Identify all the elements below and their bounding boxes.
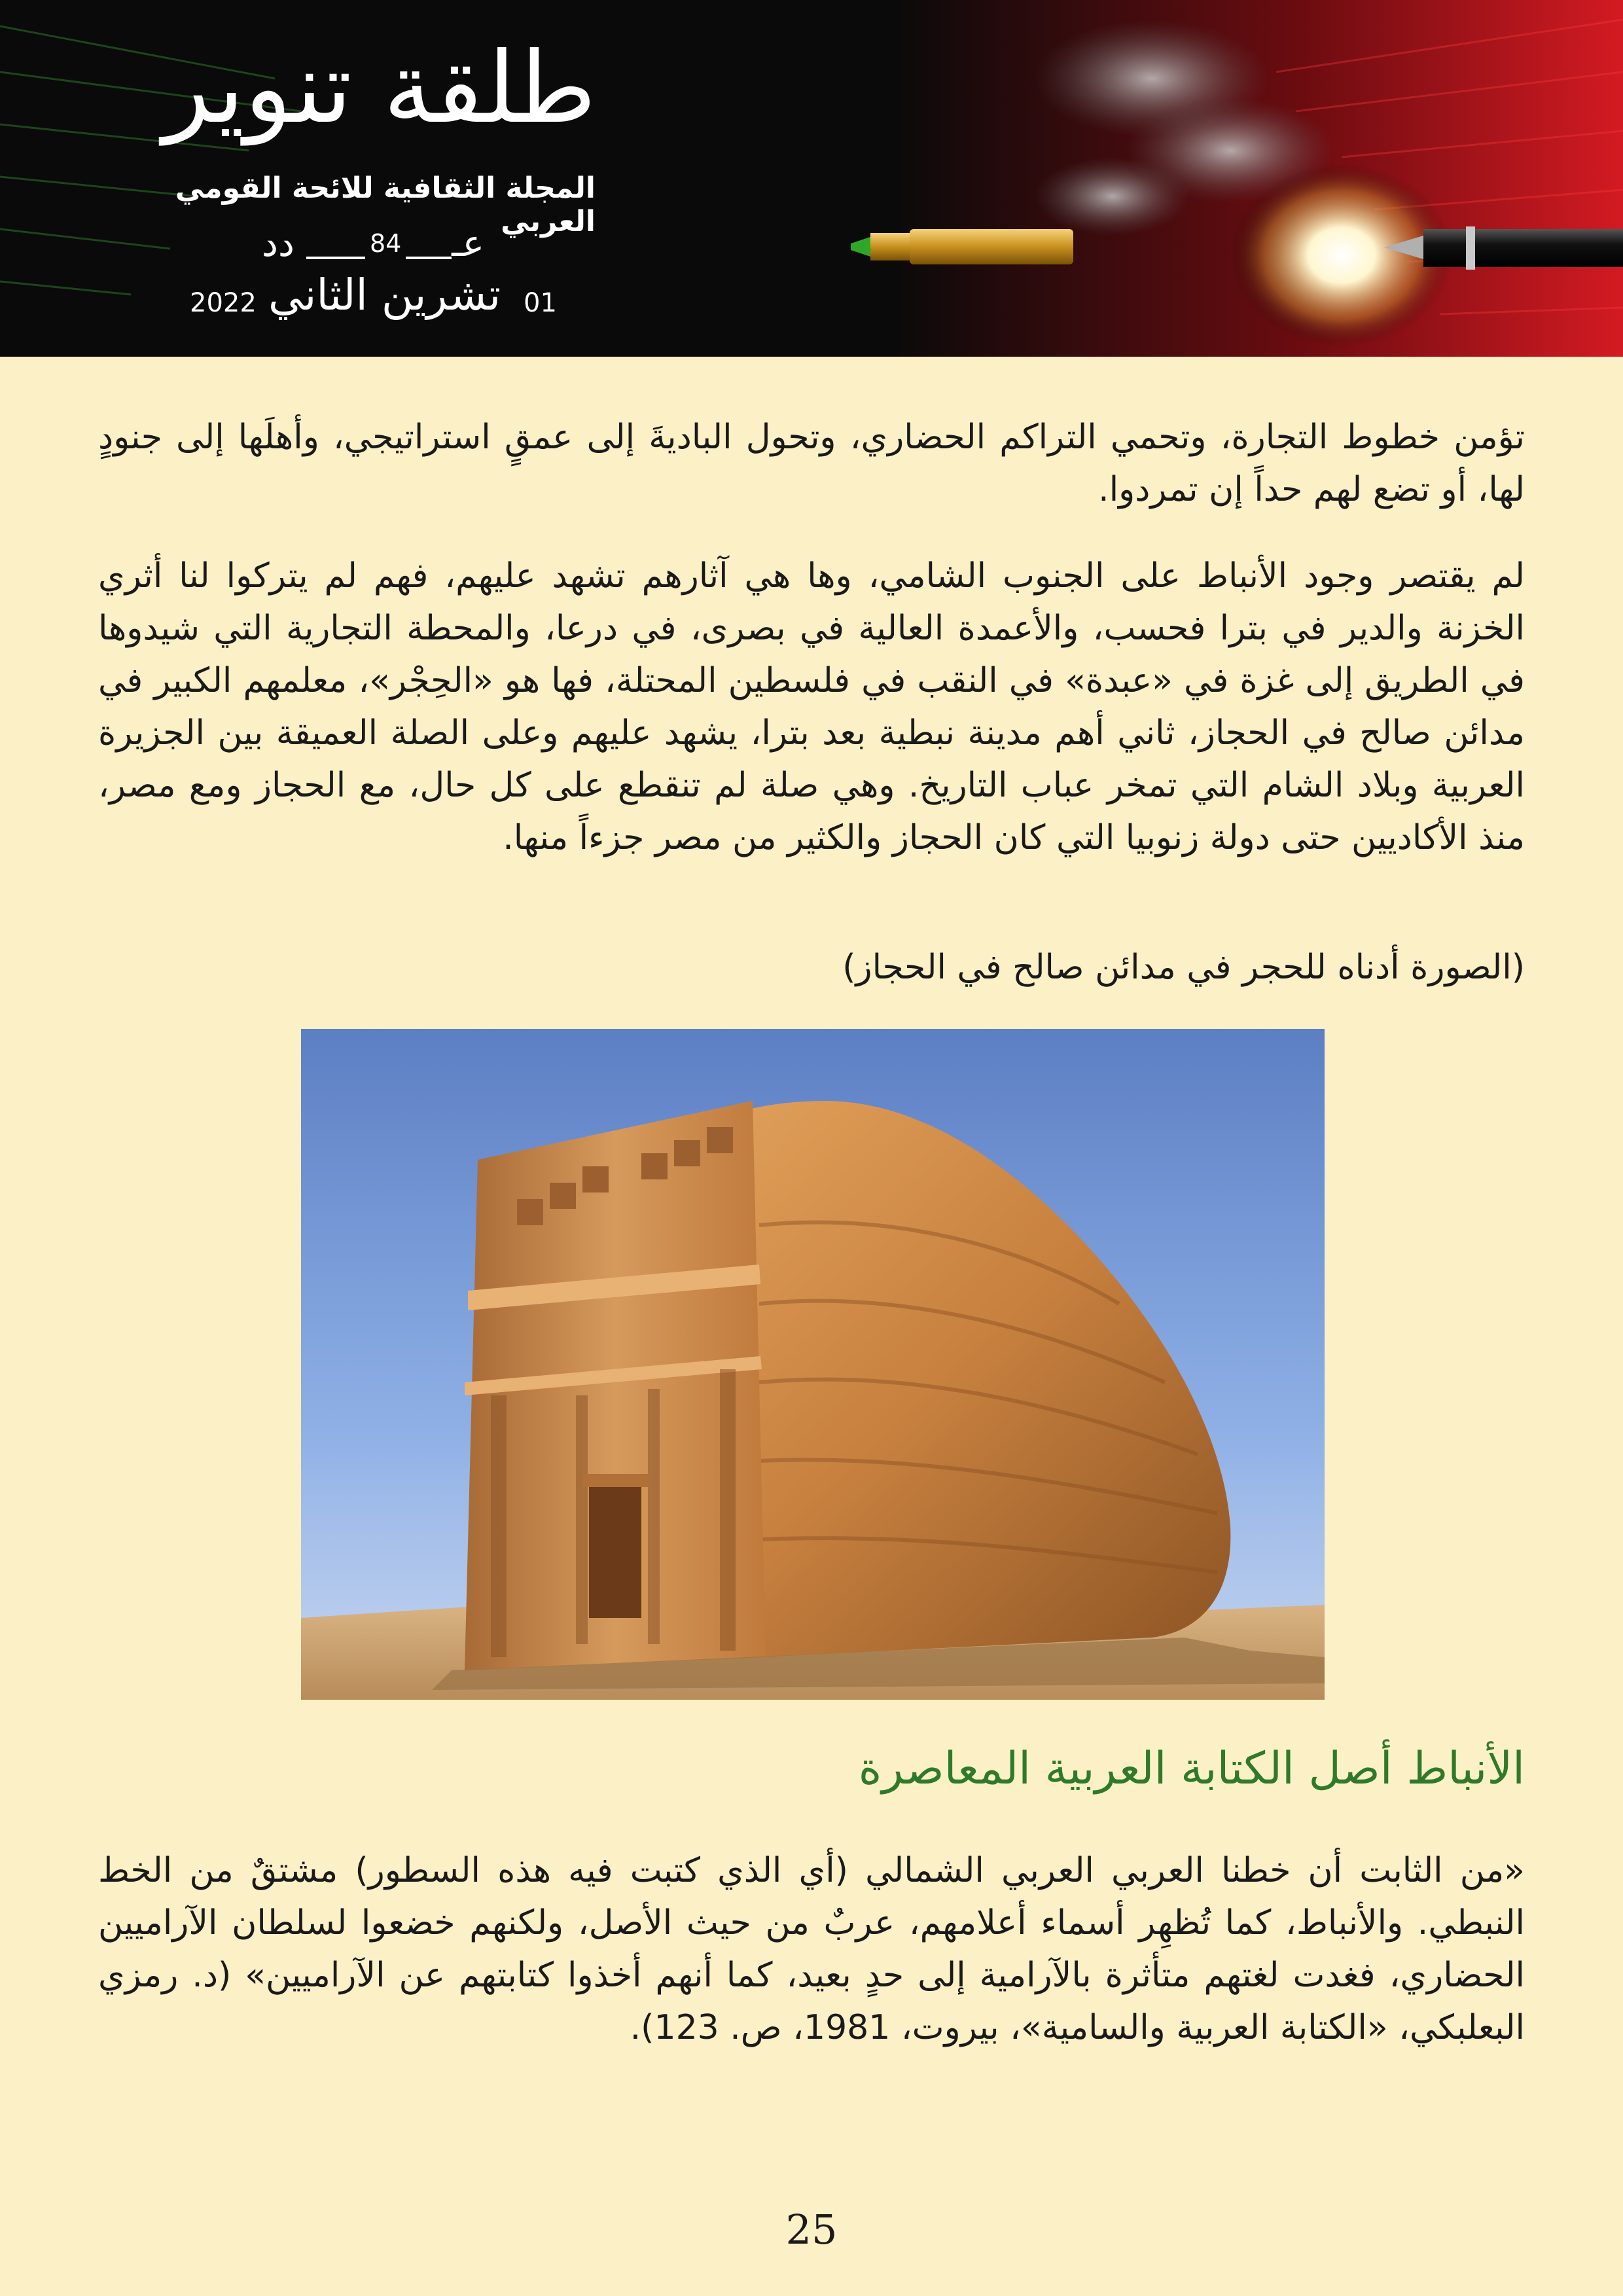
- issue-dal: دد: [262, 223, 294, 265]
- issue-number-line: [262, 223, 484, 268]
- body-paragraph-3: «من الثابت أن خطنا العربي العربي الشمالي (أي الذي كتبت فيه هذه السطور) مشتقٌ من الخط النبطي. والأنباط، كما تُظهِر أسماء أعلامهم، عربٌ من حيث الأصل، ولكنهم خضعوا لسلطان الآراميين الحضاري، فغدت لغتهم متأثرة بالآرامية إلى حدٍ بعيد، كما أنهم أخذوا كتابتهم عن الآراميين» (د. رمزي البعلبكي، «الكتابة العربية والسامية»، بيروت، 1981، ص. 123).: [98, 1851, 1525, 2047]
- body-paragraph-2: لم يقتصر وجود الأنباط على الجنوب الشامي، وها هي آثارهم تشهد عليهم، فهم لم يتركوا لنا أثري الخزنة والدير في بترا فحسب، والأعمدة العالية في بصرى، في درعا، والمحطة التجارية التي شيدوها في الطريق إلى غزة في «عبدة» في النقب في فلسطين المحتلة، فها هو «الحِجْر»، معلمهم الكبير في مدائن صالح في الحجاز، ثاني أهم مدينة نبطية بعد بترا، يشهد عليهم وعلى الصلة العميقة بين الجزيرة العربية وبلاد الشام التي تمخر عباب التاريخ. وهي صلة لم تنقطع على كل حال، مع الحجاز ومع مصر، منذ الأكاديين حتى دولة زنوبيا التي كان الحجاز والكثير من مصر جزءاً منها.: [98, 556, 1525, 857]
- body-paragraph-1: تؤمن خطوط التجارة، وتحمي التراكم الحضاري، وتحول الباديةَ إلى عمقٍ استراتيجي، وأهلَها إلى جنودٍ لها، أو تضع لهم حداً إن تمردوا.: [98, 418, 1525, 509]
- magazine-subtitle: المجلة الثقافية للائحة القومي العربي: [175, 171, 596, 238]
- photo-caption: (الصورة أدناه للحجر في مدائن صالح في الحجاز): [842, 948, 1525, 987]
- tomb-illustration: [301, 1029, 1325, 1700]
- issue-letter: عـ: [452, 223, 484, 265]
- issue-number: 84: [370, 229, 402, 258]
- magazine-title: طلقة تنوير: [162, 31, 597, 145]
- page-number: 25: [785, 2206, 838, 2253]
- issue-date: [183, 270, 563, 322]
- issue-rule: [406, 257, 452, 259]
- issue-day: 01: [524, 288, 557, 318]
- issue-rule: [306, 257, 365, 259]
- issue-month: تشرين الثاني: [268, 270, 501, 320]
- header-banner: [0, 0, 1623, 357]
- issue-year: 2022: [190, 288, 257, 318]
- hegra-tomb-photo: [301, 1029, 1325, 1700]
- section-heading: الأنباط أصل الكتابة العربية المعاصرة: [858, 1743, 1525, 1795]
